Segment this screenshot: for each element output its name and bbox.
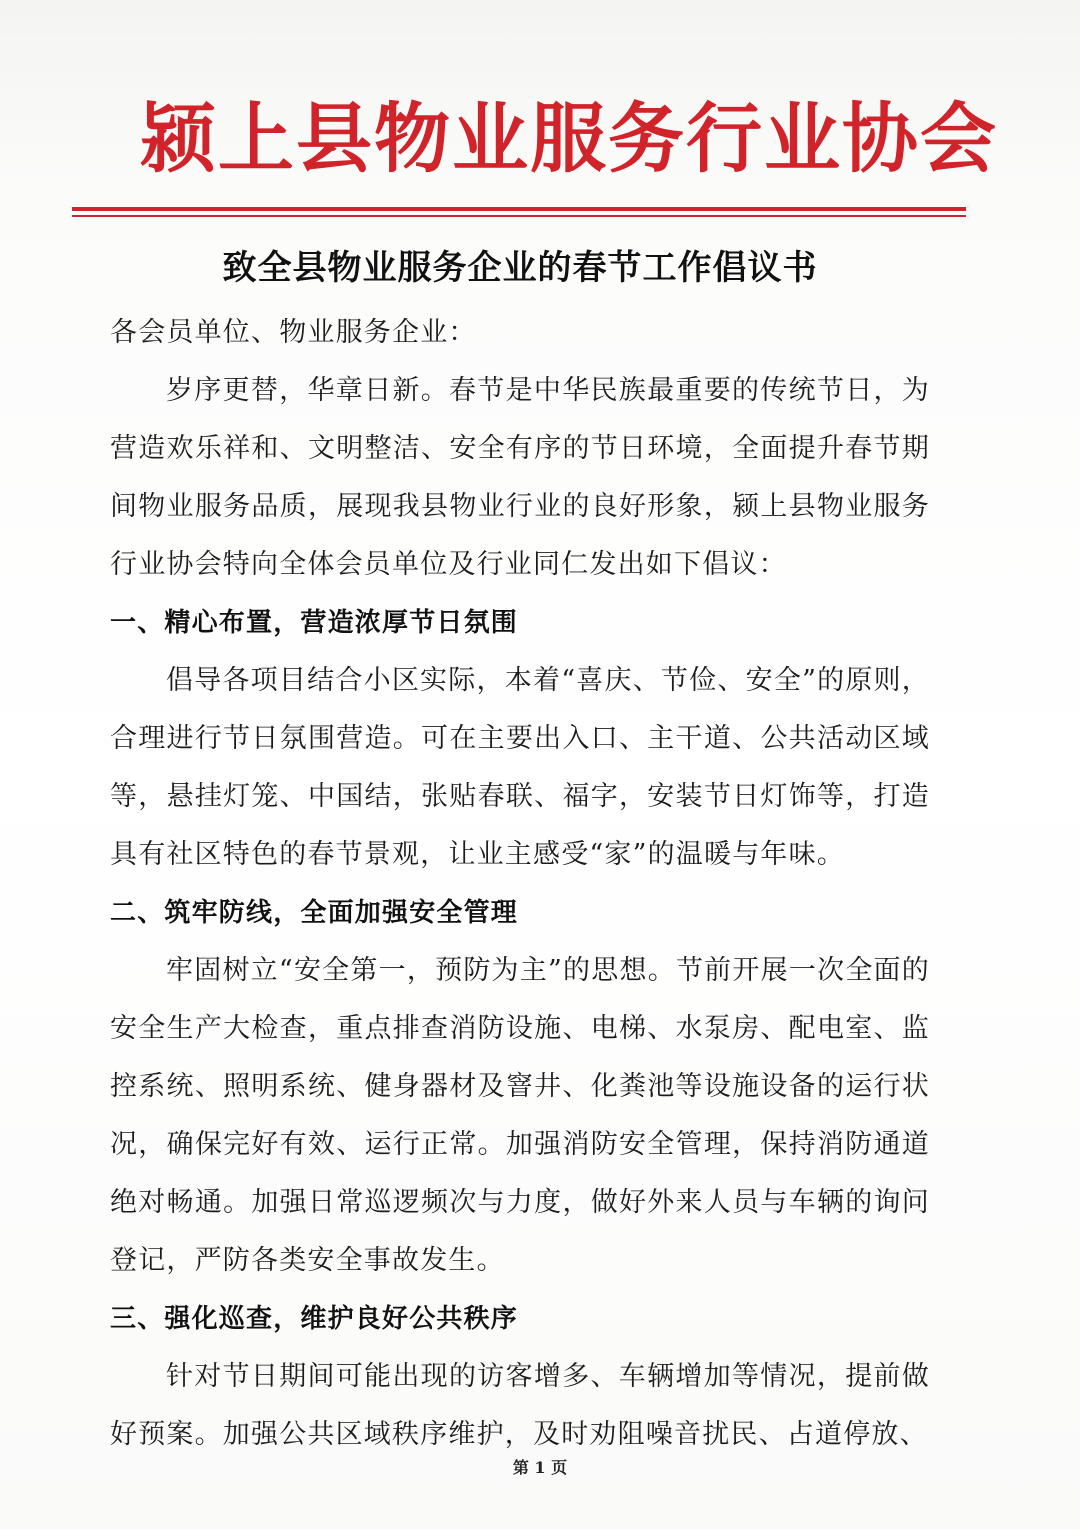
section-paragraph: 倡导各项目结合小区实际，本着“喜庆、节俭、安全”的原则，合理进行节日氛围营造。可在主要出入口、主干道、公共活动区域等，悬挂灯笼、中国结，张贴春联、福字，安装节日灯饰等，打造具有社区特色的春节景观，让业主感受“家”的温暖与年味。 xyxy=(110,665,930,870)
section-heading: 二、筑牢防线，全面加强安全管理 xyxy=(110,898,519,928)
document-body xyxy=(110,304,930,1464)
organization-letterhead: 颍上县物业服务行业协会 xyxy=(140,94,998,183)
document-title: 致全县物业服务企业的春节工作倡议书 xyxy=(222,248,818,288)
salutation: 各会员单位、物业服务企业： xyxy=(110,317,477,348)
page-number: 第 1 页 xyxy=(512,1458,568,1477)
letterhead-rule-thick xyxy=(72,207,966,211)
letterhead-rule-thin xyxy=(72,215,966,217)
section-paragraph: 针对节日期间可能出现的访客增多、车辆增加等情况，提前做好预案。加强公共区域秩序维护，及时劝阻噪音扰民、占道停放、 xyxy=(110,1361,930,1450)
section-heading: 三、强化巡查，维护良好公共秩序 xyxy=(110,1304,519,1334)
intro-paragraph: 岁序更替，华章日新。春节是中华民族最重要的传统节日，为营造欢乐祥和、文明整洁、安全有序的节日环境，全面提升春节期间物业服务品质，展现我县物业行业的良好形象，颍上县物业服务行业协会特向全体会员单位及行业同仁发出如下倡议： xyxy=(110,375,930,580)
section-paragraph: 牢固树立“安全第一，预防为主”的思想。节前开展一次全面的安全生产大检查，重点排查消防设施、电梯、水泵房、配电室、监控系统、照明系统、健身器材及窨井、化粪池等设施设备的运行状况，确保完好有效、运行正常。加强消防安全管理，保持消防通道绝对畅通。加强日常巡逻频次与力度，做好外来人员与车辆的询问登记，严防各类安全事故发生。 xyxy=(110,955,930,1276)
section-heading: 一、精心布置，营造浓厚节日氛围 xyxy=(110,608,519,638)
